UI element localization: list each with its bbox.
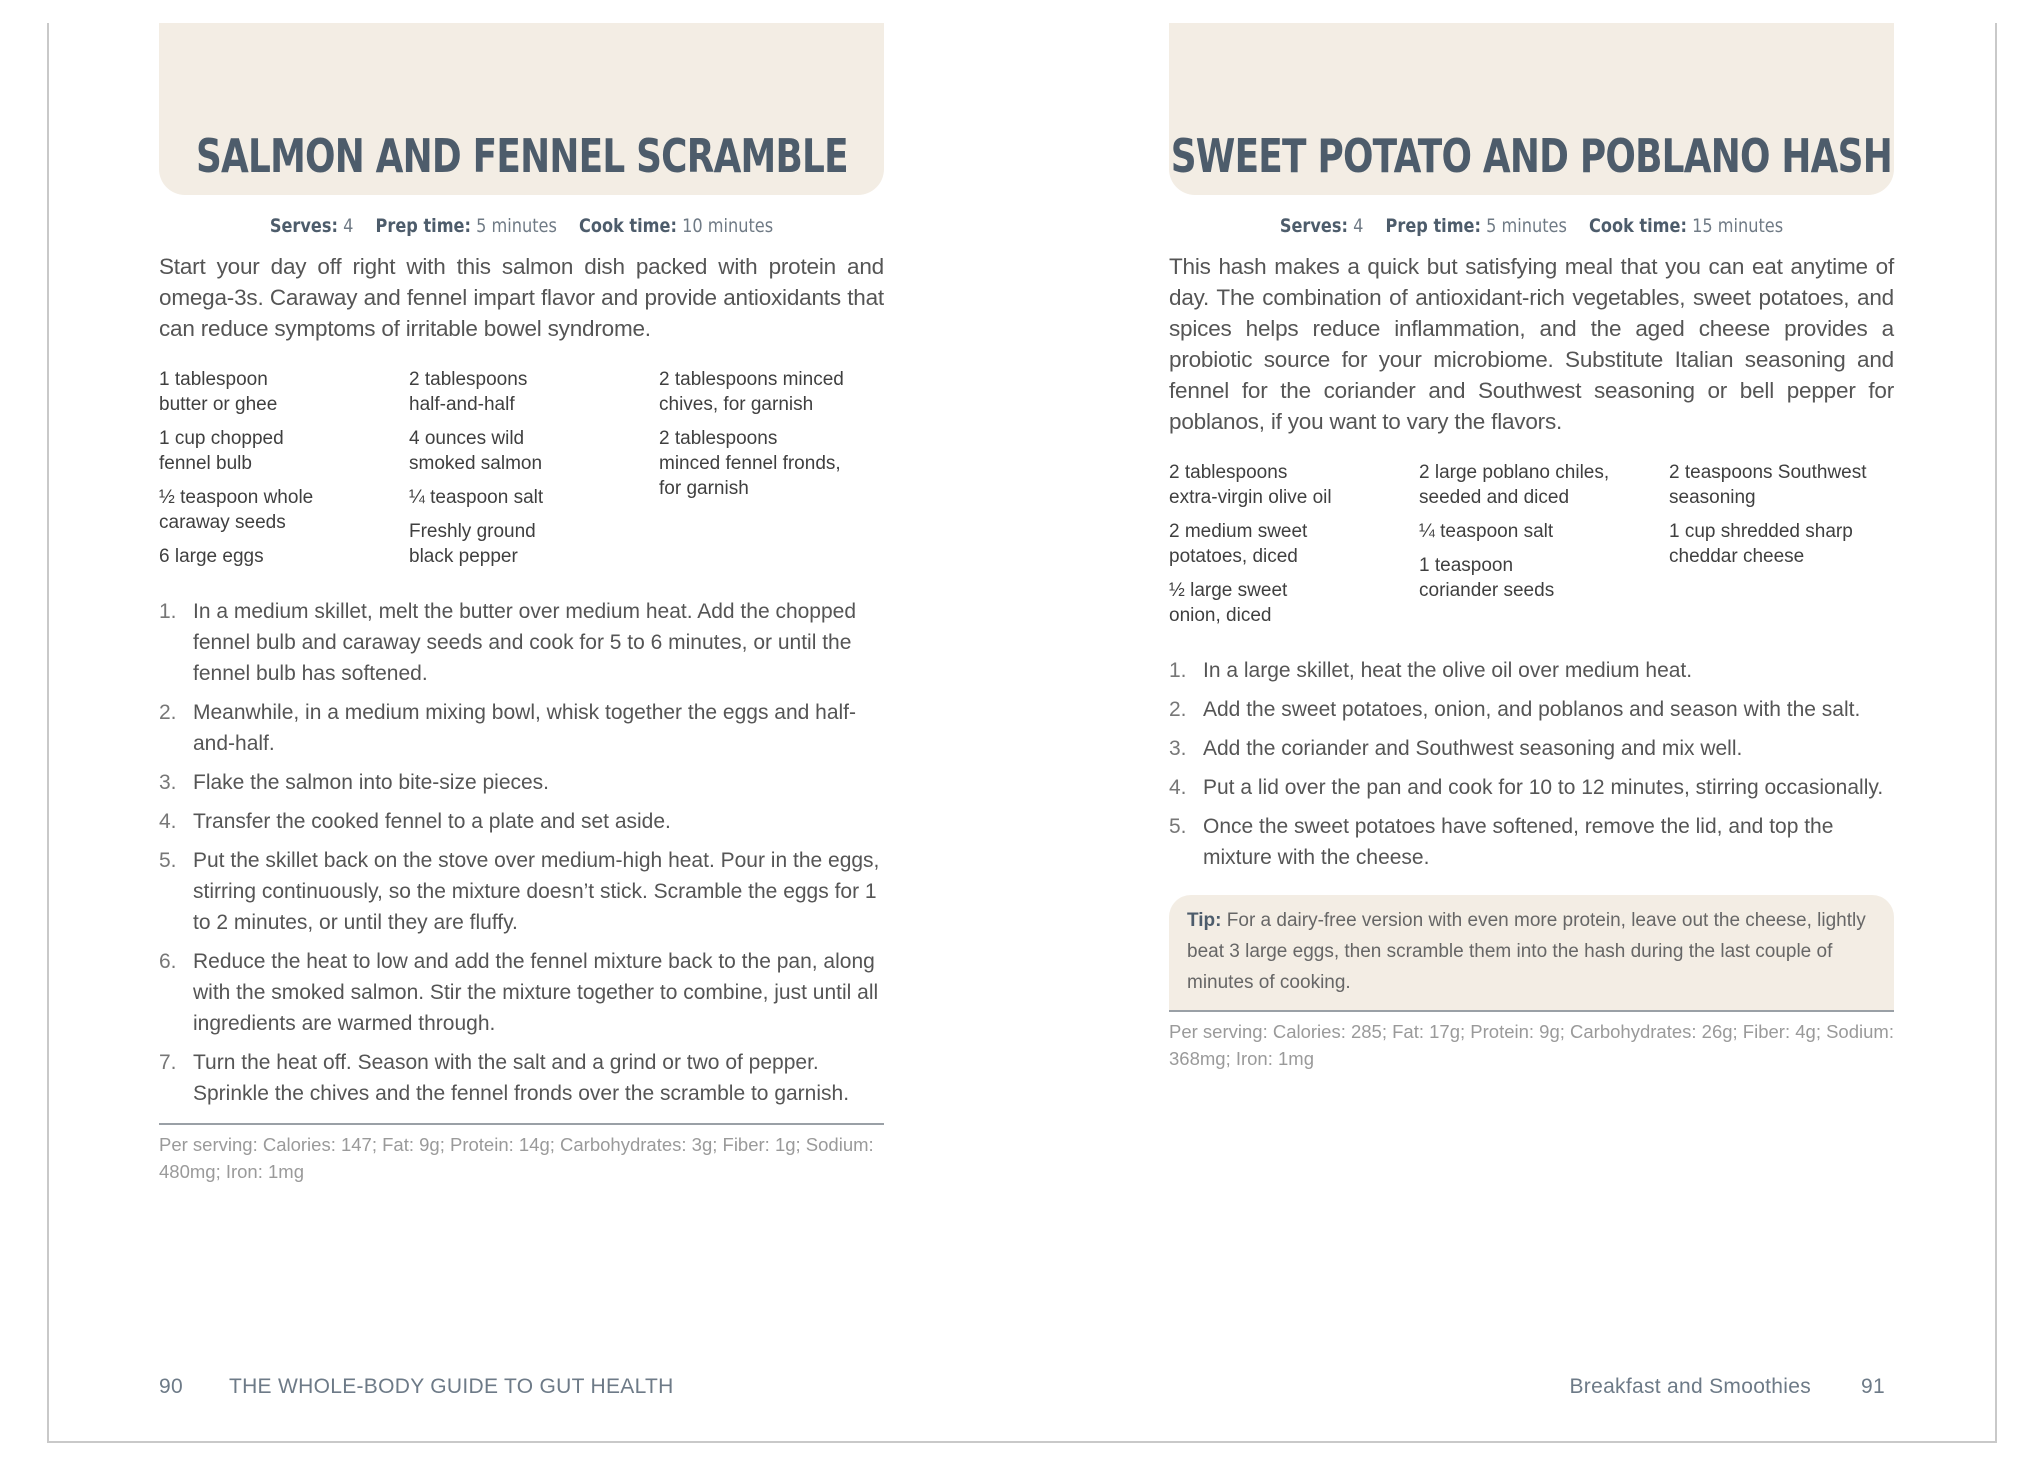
prep-label: Prep time: bbox=[375, 215, 471, 237]
ingredient: 2 tablespoons minced chives, for garnish bbox=[659, 368, 844, 415]
step-text: Add the sweet potatoes, onion, and poblanos and season with the salt. bbox=[1203, 697, 1861, 721]
step-text: Transfer the cooked fennel to a plate and set aside. bbox=[193, 809, 671, 833]
instruction-step bbox=[1169, 733, 1894, 764]
step-text: In a medium skillet, melt the butter over medium heat. Add the chopped fennel bulb and caraway seeds and cook for 5 to 6 minutes, or until the fennel bulb has softened. bbox=[193, 599, 857, 685]
instruction-step bbox=[159, 697, 884, 759]
step-number: 5. bbox=[159, 848, 177, 872]
ingredient: 1 teaspoon coriander seeds bbox=[1419, 554, 1555, 601]
tip-box bbox=[1169, 895, 1894, 1010]
instructions-list bbox=[159, 596, 884, 1109]
step-number: 3. bbox=[1169, 736, 1187, 760]
prep-value: 5 minutes bbox=[1486, 215, 1567, 237]
instruction-step bbox=[159, 845, 884, 938]
ingredient: 1 cup chopped fennel bulb bbox=[159, 427, 284, 474]
recipe-intro: This hash makes a quick but satisfying meal that you can eat anytime of day. The combination of antioxidant-rich vegetables, sweet potatoes, and spices helps reduce inflammation, and the aged cheese provides a probiotic source for your microbiome. Substitute Italian seasoning and fennel for the coriander and Southwest seasoning or bell pepper for poblanos, if you want to vary the flavors. bbox=[1169, 254, 1894, 434]
ingredient: ½ large sweet onion, diced bbox=[1169, 579, 1288, 626]
ingredient: 2 large poblano chiles, seeded and diced bbox=[1419, 461, 1610, 508]
page-number: 91 bbox=[1861, 1375, 1885, 1398]
recipe-meta bbox=[213, 215, 829, 237]
step-number: 2. bbox=[1169, 697, 1187, 721]
serves-value: 4 bbox=[343, 215, 354, 237]
ingredients-column bbox=[659, 367, 884, 578]
ingredient: 1 tablespoon butter or ghee bbox=[159, 368, 278, 415]
ingredient: 6 large eggs bbox=[159, 545, 264, 567]
recipe-intro: Start your day off right with this salmon dish packed with protein and omega-3s. Caraway and fennel impart flavor and provide antioxidants that can reduce symptoms of irritable bowel syndrome. bbox=[159, 254, 884, 341]
step-number: 4. bbox=[159, 809, 177, 833]
step-number: 7. bbox=[159, 1050, 177, 1074]
serves-label: Serves: bbox=[269, 215, 338, 237]
ingredients-column bbox=[159, 367, 409, 578]
ingredient: 2 tablespoons minced fennel fronds, for garnish bbox=[659, 427, 841, 499]
serves-label: Serves: bbox=[1279, 215, 1348, 237]
ingredient: 2 tablespoons extra-virgin olive oil bbox=[1169, 461, 1332, 508]
instruction-step bbox=[1169, 694, 1894, 725]
cook-label: Cook time: bbox=[579, 215, 677, 237]
step-text: Reduce the heat to low and add the fennel mixture back to the pan, along with the smoked salmon. Stir the mixture together to combine, just until all ingredients are warmed through. bbox=[193, 949, 879, 1035]
right-page bbox=[1169, 23, 1894, 1072]
prep-value: 5 minutes bbox=[476, 215, 557, 237]
ingredient: 2 tablespoons half-and-half bbox=[409, 368, 528, 415]
instruction-step bbox=[159, 596, 884, 689]
instruction-step bbox=[159, 806, 884, 837]
prep-label: Prep time: bbox=[1385, 215, 1481, 237]
cook-value: 15 minutes bbox=[1692, 215, 1784, 237]
step-number: 3. bbox=[159, 770, 177, 794]
step-number: 2. bbox=[159, 700, 177, 724]
ingredient: ½ teaspoon whole caraway seeds bbox=[159, 486, 314, 533]
nutrition-info: Per serving: Calories: 147; Fat: 9g; Protein: 14g; Carbohydrates: 3g; Fiber: 1g; Sodium: 480mg; Iron: 1mg bbox=[159, 1123, 884, 1185]
instruction-step bbox=[159, 946, 884, 1039]
tip-label: Tip: bbox=[1187, 909, 1222, 931]
chapter-title: Breakfast and Smoothies bbox=[1569, 1375, 1812, 1398]
ingredients-list bbox=[1169, 460, 1894, 637]
ingredient: 2 teaspoons Southwest seasoning bbox=[1669, 461, 1867, 508]
left-page bbox=[159, 23, 884, 1185]
serves-value: 4 bbox=[1353, 215, 1364, 237]
ingredients-column bbox=[1419, 460, 1669, 637]
instruction-step bbox=[159, 1047, 884, 1109]
recipe-title: SALMON AND FENNEL SCRAMBLE bbox=[195, 129, 848, 183]
step-number: 1. bbox=[159, 599, 177, 623]
ingredient: 4 ounces wild smoked salmon bbox=[409, 427, 543, 474]
step-text: Add the coriander and Southwest seasoning and mix well. bbox=[1203, 736, 1743, 760]
step-text: Put a lid over the pan and cook for 10 to 12 minutes, stirring occasionally. bbox=[1203, 775, 1884, 799]
cook-label: Cook time: bbox=[1589, 215, 1687, 237]
nutrition-info: Per serving: Calories: 285; Fat: 17g; Protein: 9g; Carbohydrates: 26g; Fiber: 4g; Sodium: 368mg; Iron: 1mg bbox=[1169, 1010, 1894, 1072]
cook-value: 10 minutes bbox=[682, 215, 774, 237]
ingredient: 2 medium sweet potatoes, diced bbox=[1169, 520, 1308, 567]
page-number: 90 bbox=[159, 1375, 183, 1398]
left-footer bbox=[159, 1375, 674, 1399]
ingredient: Freshly ground black pepper bbox=[409, 520, 536, 567]
book-spread bbox=[47, 23, 1997, 1443]
instruction-step bbox=[1169, 655, 1894, 686]
book-title: THE WHOLE-BODY GUIDE TO GUT HEALTH bbox=[228, 1375, 674, 1398]
instruction-step bbox=[1169, 772, 1894, 803]
ingredient: 1 cup shredded sharp cheddar cheese bbox=[1669, 520, 1853, 567]
step-text: Turn the heat off. Season with the salt and a grind or two of pepper. Sprinkle the chives and the fennel fronds over the scramble to garnish. bbox=[193, 1050, 850, 1105]
tip-text: For a dairy-free version with even more protein, leave out the cheese, lightly beat 3 large eggs, then scramble them into the hash during the last couple of minutes of cooking. bbox=[1187, 909, 1866, 993]
step-text: Flake the salmon into bite-size pieces. bbox=[193, 770, 550, 794]
recipe-meta bbox=[1223, 215, 1839, 237]
step-text: In a large skillet, heat the olive oil over medium heat. bbox=[1203, 658, 1693, 682]
step-text: Meanwhile, in a medium mixing bowl, whisk together the eggs and half-and-half. bbox=[193, 700, 857, 755]
ingredient: ¼ teaspoon salt bbox=[1419, 520, 1554, 542]
step-text: Once the sweet potatoes have softened, remove the lid, and top the mixture with the cheese. bbox=[1203, 814, 1834, 869]
step-number: 5. bbox=[1169, 814, 1187, 838]
recipe-title-banner bbox=[1169, 23, 1894, 195]
step-text: Put the skillet back on the stove over medium-high heat. Pour in the eggs, stirring continuously, so the mixture doesn’t stick. Scramble the eggs for 1 to 2 minutes, or until they are fluffy. bbox=[193, 848, 880, 934]
right-footer bbox=[1570, 1375, 1886, 1399]
instruction-step bbox=[1169, 811, 1894, 873]
recipe-title: SWEET POTATO AND POBLANO HASH bbox=[1170, 129, 1893, 183]
ingredient: ¼ teaspoon salt bbox=[409, 486, 544, 508]
recipe-title-banner bbox=[159, 23, 884, 195]
step-number: 1. bbox=[1169, 658, 1187, 682]
ingredients-column bbox=[1669, 460, 1894, 637]
instruction-step bbox=[159, 767, 884, 798]
ingredients-column bbox=[1169, 460, 1419, 637]
instructions-list bbox=[1169, 655, 1894, 873]
step-number: 6. bbox=[159, 949, 177, 973]
step-number: 4. bbox=[1169, 775, 1187, 799]
ingredients-list bbox=[159, 367, 884, 578]
ingredients-column bbox=[409, 367, 659, 578]
